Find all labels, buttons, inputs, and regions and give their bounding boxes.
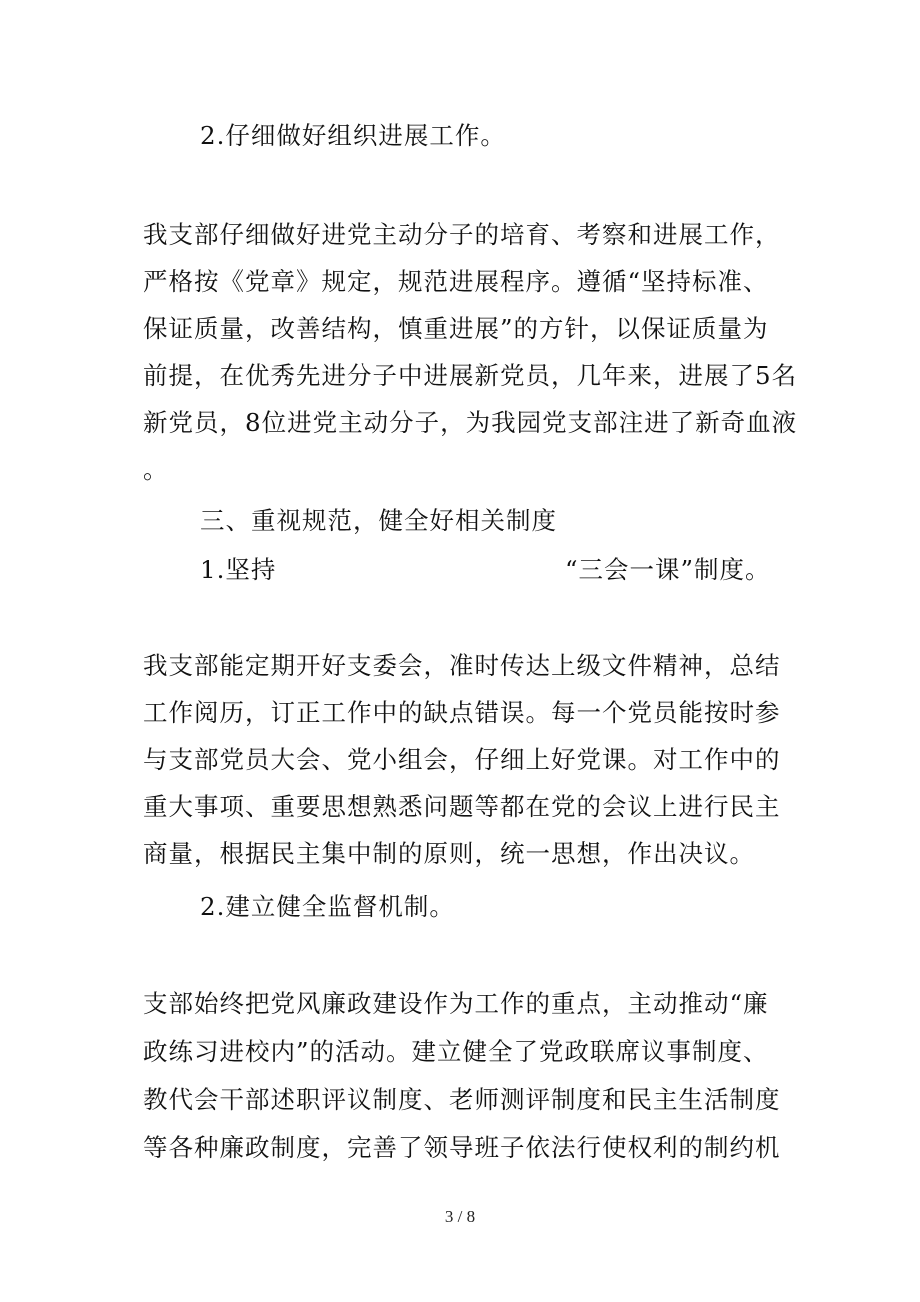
subheading-left-part: 1.坚持 <box>200 555 277 584</box>
paragraph-line: 工作阅历，订正工作中的缺点错误。每一个党员能按时参 <box>143 698 781 727</box>
paragraph-line: 政练习进校内”的活动。建立健全了党政联席议事制度、 <box>143 1037 769 1066</box>
paragraph-line: 我支部仔细做好进党主动分子的培育、考察和进展工作， <box>143 220 781 249</box>
section-heading-system-standards: 三、重视规范，健全好相关制度 <box>200 506 557 535</box>
paragraph-line: 等各种廉政制度，完善了领导班子依法行使权利的制约机 <box>143 1133 781 1162</box>
subheading-right-part: “三会一课”制度。 <box>565 555 771 584</box>
paragraph-line: 与支部党员大会、党小组会，仔细上好党课。对工作中的 <box>143 745 781 774</box>
paragraph-line: 教代会干部述职评议制度、老师测评制度和民主生活制度 <box>143 1085 781 1114</box>
paragraph-line: 支部始终把党风廉政建设作为工作的重点，主动推动“廉 <box>143 989 769 1018</box>
paragraph-line: 我支部能定期开好支委会，准时传达上级文件精神，总结 <box>143 651 781 680</box>
page-number: 3 / 8 <box>444 1207 476 1226</box>
subheading-supervision-mechanism: 2.建立健全监督机制。 <box>200 892 455 921</box>
paragraph-line: 新党员，8位进党主动分子，为我园党支部注进了新奇血液 <box>143 408 798 437</box>
paragraph-line: 。 <box>143 455 169 484</box>
paragraph-line: 前提，在优秀先进分子中进展新党员，几年来，进展了5名 <box>143 361 798 390</box>
subheading-organization-development: 2.仔细做好组织进展工作。 <box>200 121 506 150</box>
paragraph-line: 重大事项、重要思想熟悉问题等都在党的会议上进行民主 <box>143 792 781 821</box>
paragraph-line: 严格按《党章》规定，规范进展程序。遵循“坚持标准、 <box>143 267 769 296</box>
paragraph-line: 保证质量，改善结构，慎重进展”的方针，以保证质量为 <box>143 314 769 343</box>
paragraph-line: 商量，根据民主集中制的原则，统一思想，作出决议。 <box>143 839 755 868</box>
